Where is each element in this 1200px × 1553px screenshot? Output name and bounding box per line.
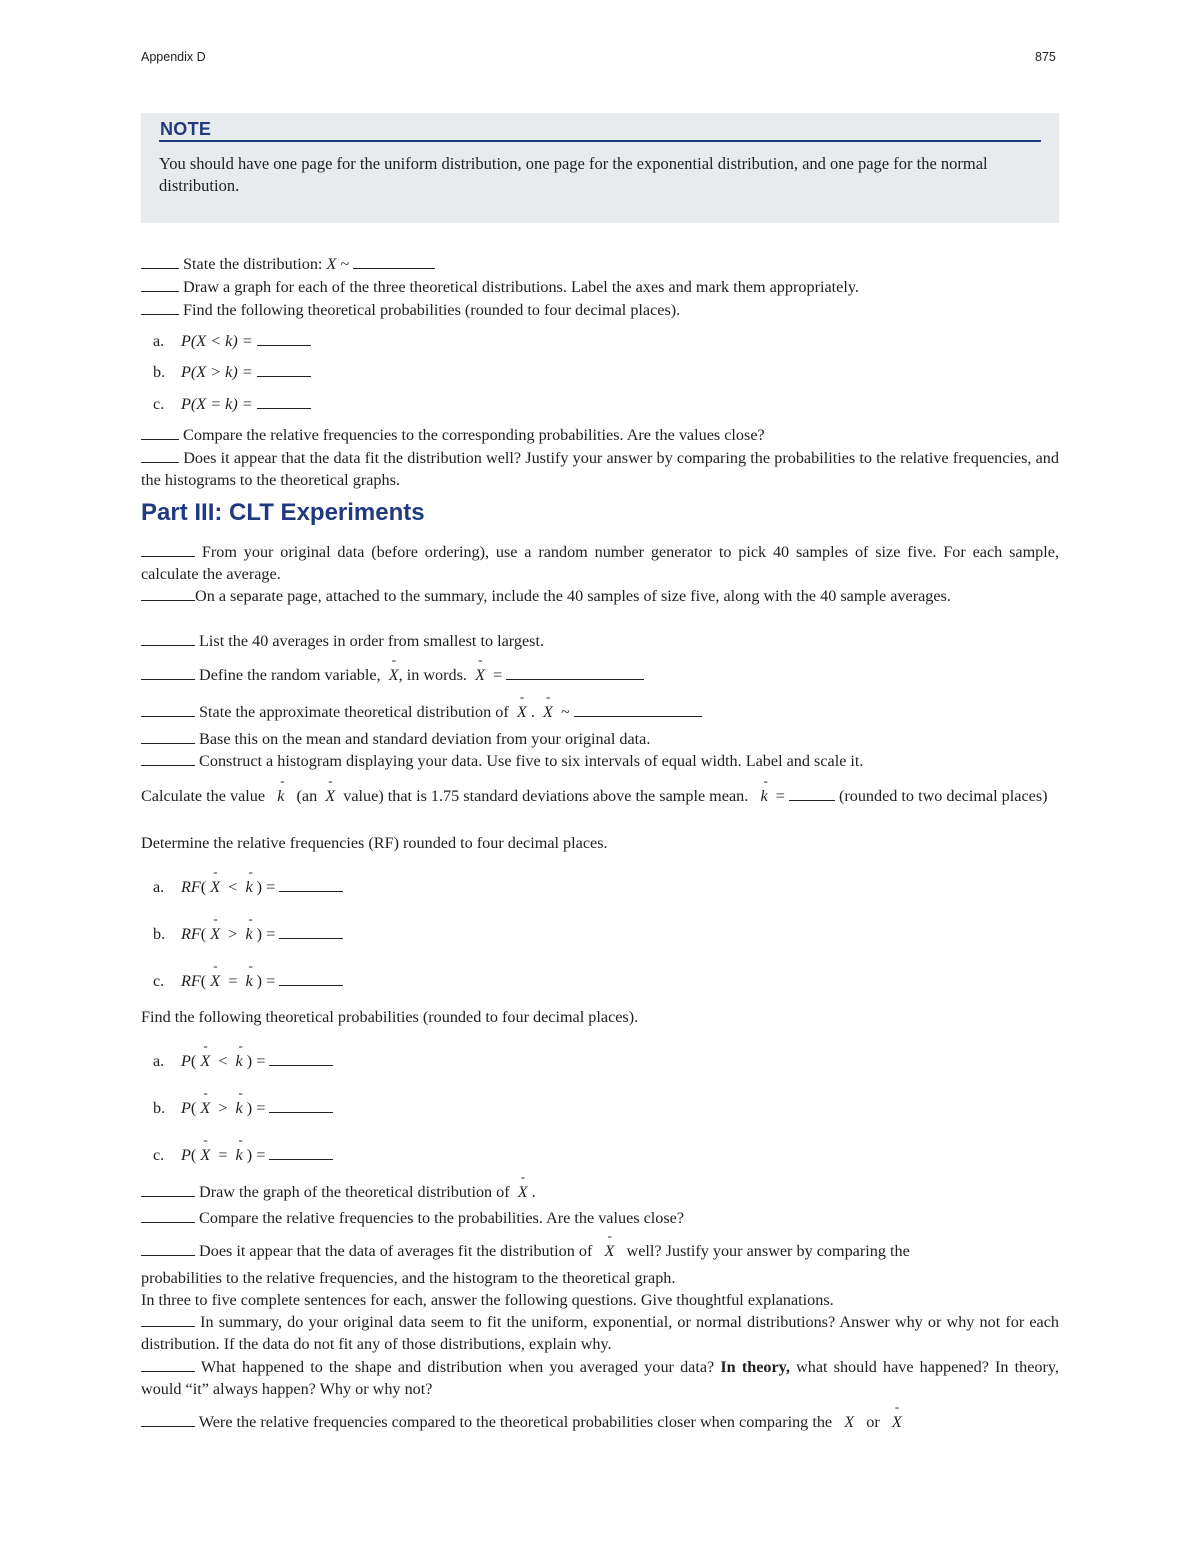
separate-page-text: On a separate page, attached to the summary, include the 40 samples of size five, along with the 40 sample averages. (195, 587, 951, 605)
rf-item: RF( - X > - k ) = (181, 923, 343, 945)
answer-blank (574, 701, 702, 717)
original-data-paragraph (141, 541, 1059, 585)
item-letter: c. (153, 972, 165, 990)
base-text: Base this on the mean and standard deviation from your original data. (199, 730, 651, 748)
answer-blank (279, 923, 343, 939)
note-text: You should have one page for the uniform distribution, one page for the exponential distribution, and one page for the normal distribution. (159, 154, 988, 195)
answer-blank (506, 664, 644, 680)
item-letter: a. (153, 332, 165, 350)
item-letter: a. (153, 878, 165, 896)
answer-blank (279, 970, 343, 986)
check-blank (141, 664, 195, 680)
check-blank (141, 1356, 195, 1372)
check-blank (141, 541, 195, 557)
answer-blank (269, 1144, 333, 1160)
draw-theoretical-line: Draw the graph of the theoretical distribution of - X . (141, 1181, 536, 1203)
define-variable-line: Define the random variable, - X, in words. - X = (141, 664, 644, 686)
list-averages-text: List the 40 averages in order from smallest to largest. (199, 632, 544, 650)
three-to-five-text: In three to five complete sentences for each, answer the following questions. Give thoughtful explanations. (141, 1291, 834, 1309)
separate-page-line (141, 585, 951, 607)
compare-probabilities-text: Compare the relative frequencies to the probabilities. Are the values close? (199, 1209, 685, 1227)
check-blank (141, 728, 195, 744)
list-averages-line (141, 630, 544, 652)
base-line (141, 728, 650, 750)
item-letter: c. (153, 1146, 165, 1164)
probability-item: P(X > k) = (181, 361, 311, 383)
item-letter: a. (153, 1052, 165, 1070)
draw-graph-line (141, 276, 859, 298)
fit-paragraph (141, 447, 1059, 491)
check-blank (141, 630, 195, 646)
averages-fit-paragraph: Does it appear that the data of averages fit the distribution of - X well? Justify your answer by comparing the (141, 1240, 1059, 1262)
closer-question: Were the relative frequencies compared to the theoretical probabilities closer when comparing the X or - X (141, 1411, 902, 1433)
check-blank (141, 585, 195, 601)
compare-line (141, 424, 765, 446)
original-data-text: From your original data (before ordering), use a random number generator to pick 40 samples of size five. For each sample, calculate the average. (141, 543, 1059, 583)
calculate-paragraph: Calculate the value - k (an - X value) that is 1.75 standard deviations above the sample mean. - k = (rounded to two decimal places) (141, 785, 1059, 807)
probability-item: P(X < k) = (181, 330, 311, 352)
check-blank (141, 447, 179, 463)
p-item: P( - X = - k ) = (181, 1144, 333, 1166)
draw-graph-text: Draw a graph for each of the three theoretical distributions. Label the axes and mark them appropriately. (183, 278, 859, 296)
note-box (141, 113, 1059, 223)
shape-question: What happened to the shape and distribution when you averaged your data? In theory, what should have happened? In theory, would “it” always happen? Why or why not? (141, 1358, 1059, 1398)
determine-rf-text: Determine the relative frequencies (RF) rounded to four decimal places. (141, 834, 608, 852)
find-probabilities-line (141, 299, 680, 321)
compare-probabilities-line (141, 1207, 684, 1229)
check-blank (141, 750, 195, 766)
find-probabilities-text: Find the following theoretical probabilities (rounded to four decimal places). (183, 301, 681, 319)
answer-blank (279, 876, 343, 892)
item-letter: b. (153, 1099, 166, 1117)
p-item: P( - X > - k ) = (181, 1097, 333, 1119)
answer-blank (257, 393, 311, 409)
rf-item: RF( - X = - k ) = (181, 970, 343, 992)
answer-blank (257, 330, 311, 346)
page-number: 875 (1035, 50, 1056, 64)
answer-blank (269, 1050, 333, 1066)
check-blank (141, 276, 179, 292)
item-letter: b. (153, 925, 166, 943)
construct-histogram-text: Construct a histogram displaying your data. Use five to six intervals of equal width. Label and scale it. (199, 752, 864, 770)
answer-blank (353, 253, 435, 269)
section-heading: Part III: CLT Experiments (141, 499, 425, 526)
check-blank (141, 1311, 195, 1327)
summary-question: In summary, do your original data seem to fit the uniform, exponential, or normal distributions? Answer why or why not for each distribution. If the data do not fit any of those distributions, explain why. (141, 1313, 1059, 1353)
check-blank (141, 1181, 195, 1197)
check-blank (141, 253, 179, 269)
answer-blank (257, 361, 311, 377)
check-blank (141, 1207, 195, 1223)
note-rule (159, 140, 1041, 142)
averages-fit-continuation: probabilities to the relative frequencies, and the histogram to the theoretical graph. (141, 1269, 676, 1287)
fit-text: Does it appear that the data fit the distribution well? Justify your answer by comparing the probabilities to the relative frequencies, and the histograms to the theoretical graphs. (141, 449, 1059, 489)
item-letter: c. (153, 395, 165, 413)
check-blank (141, 1240, 195, 1256)
state-approx-line: State the approximate theoretical distribution of - X . - X ~ (141, 701, 702, 723)
running-header-left: Appendix D (141, 50, 206, 64)
check-blank (141, 424, 179, 440)
p-item: P( - X < - k ) = (181, 1050, 333, 1072)
answer-blank (789, 785, 835, 801)
note-title: NOTE (160, 119, 212, 139)
answer-blank (269, 1097, 333, 1113)
check-blank (141, 1411, 195, 1427)
state-distribution-line: State the distribution: X ~ (141, 253, 435, 275)
rf-item: RF( - X < - k ) = (181, 876, 343, 898)
compare-text: Compare the relative frequencies to the corresponding probabilities. Are the values close? (183, 426, 765, 444)
find-theoretical-text: Find the following theoretical probabilities (rounded to four decimal places). (141, 1008, 639, 1026)
check-blank (141, 299, 179, 315)
construct-histogram-line (141, 750, 863, 772)
state-distribution-text: State the distribution: (183, 255, 323, 273)
probability-item: P(X = k) = (181, 393, 311, 415)
item-letter: b. (153, 363, 166, 381)
check-blank (141, 701, 195, 717)
